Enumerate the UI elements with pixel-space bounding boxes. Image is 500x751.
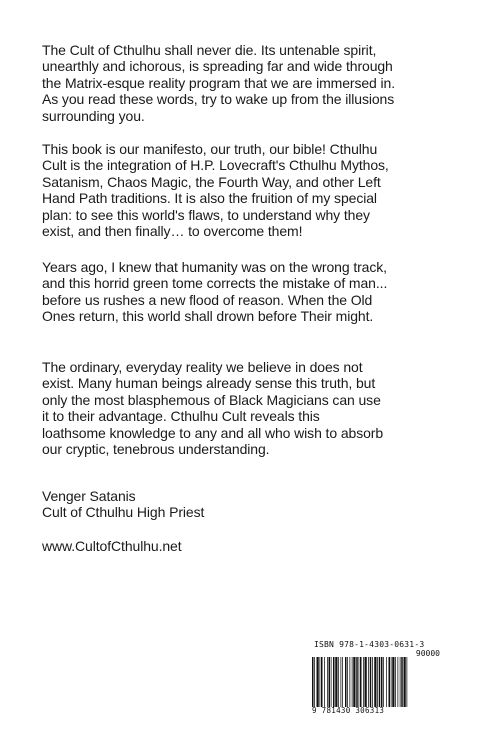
barcode-bar bbox=[356, 657, 358, 707]
barcode-bar bbox=[407, 657, 408, 707]
barcode-bar bbox=[353, 657, 355, 707]
barcode-bar bbox=[347, 657, 348, 707]
barcode-bar bbox=[401, 657, 403, 707]
isbn-number: ISBN 978-1-4303-0631-3 bbox=[314, 640, 425, 649]
barcode-bar bbox=[368, 657, 369, 707]
barcode-bar bbox=[400, 657, 401, 707]
barcode-bar bbox=[395, 657, 396, 707]
barcode-bar bbox=[329, 657, 331, 707]
barcode-bar bbox=[338, 657, 339, 707]
barcode-bar bbox=[363, 657, 364, 707]
barcode-bar bbox=[312, 657, 314, 707]
paragraph-intro: The Cult of Cthulhu shall never die. Its untenable spirit, unearthly and ichorous, is spreading far and wide through the Matrix-esque reality program that we are immersed in. As you read these words, try to wake up from the illusions surrounding you. bbox=[42, 42, 395, 124]
barcode-bar bbox=[320, 657, 321, 707]
barcode-bar bbox=[379, 657, 381, 707]
barcode-bar bbox=[365, 657, 367, 707]
barcode-bar bbox=[391, 657, 392, 707]
barcode-bar bbox=[342, 657, 343, 707]
barcode-bar bbox=[392, 657, 394, 707]
barcode-bar bbox=[314, 657, 315, 707]
barcode-price-code: 90000 bbox=[415, 649, 440, 658]
author-signature: Venger Satanis Cult of Cthulhu High Priest bbox=[42, 488, 205, 521]
paragraph-years-ago: Years ago, I knew that humanity was on the wrong track, and this horrid green tome corrects the mistake of man... before us rushes a new flood of reason. When the Old Ones return, this world shall drown before Their might. bbox=[42, 259, 388, 325]
barcode-bar bbox=[345, 657, 347, 707]
barcode-bar bbox=[377, 657, 378, 707]
barcode-bar bbox=[341, 657, 342, 707]
barcode-bar bbox=[383, 657, 384, 707]
website-link[interactable]: www.CultofCthulhu.net bbox=[42, 538, 182, 554]
barcode-bar bbox=[331, 657, 332, 707]
barcode-bar bbox=[324, 657, 325, 707]
barcode-bar bbox=[372, 657, 373, 707]
barcode-bar bbox=[398, 657, 399, 707]
barcode-bar bbox=[333, 657, 335, 707]
barcode-digits: 9 781430 306313 bbox=[312, 706, 385, 715]
barcode-bar bbox=[404, 657, 406, 707]
barcode-bar bbox=[374, 657, 376, 707]
barcode-bar bbox=[381, 657, 383, 707]
paragraph-ordinary-reality: The ordinary, everyday reality we believe in does not exist. Many human beings already sense this truth, but only the most blasphemous of Black Magicians can use it to their advantage. Cthulhu Cult reveals this loathsome knowledge to any and all who wish to absorb our cryptic, tenebrous understanding. bbox=[42, 359, 384, 458]
barcode-bar bbox=[317, 657, 319, 707]
barcode-bar bbox=[321, 657, 323, 707]
barcode-bar bbox=[386, 657, 387, 707]
isbn-barcode bbox=[310, 639, 442, 717]
paragraph-manifesto: This book is our manifesto, our truth, our bible! Cthulhu Cult is the integration of H.P. Lovecraft's Cthulhu Mythos, Satanism, Chaos Magic, the Fourth Way, and other Left Hand Path traditions. It is also the fruition of my special plan: to see this world's flaws, to understand why they exist, and then finally… to overcome them! bbox=[42, 141, 389, 240]
barcode-bar bbox=[370, 657, 372, 707]
barcode-bar bbox=[335, 657, 337, 707]
barcode-bar bbox=[360, 657, 362, 707]
barcode-bars bbox=[310, 657, 442, 707]
barcode-bar bbox=[352, 657, 353, 707]
barcode-bar bbox=[389, 657, 391, 707]
barcode-bar bbox=[327, 657, 328, 707]
barcode-bar bbox=[350, 657, 351, 707]
barcode-bar bbox=[359, 657, 360, 707]
